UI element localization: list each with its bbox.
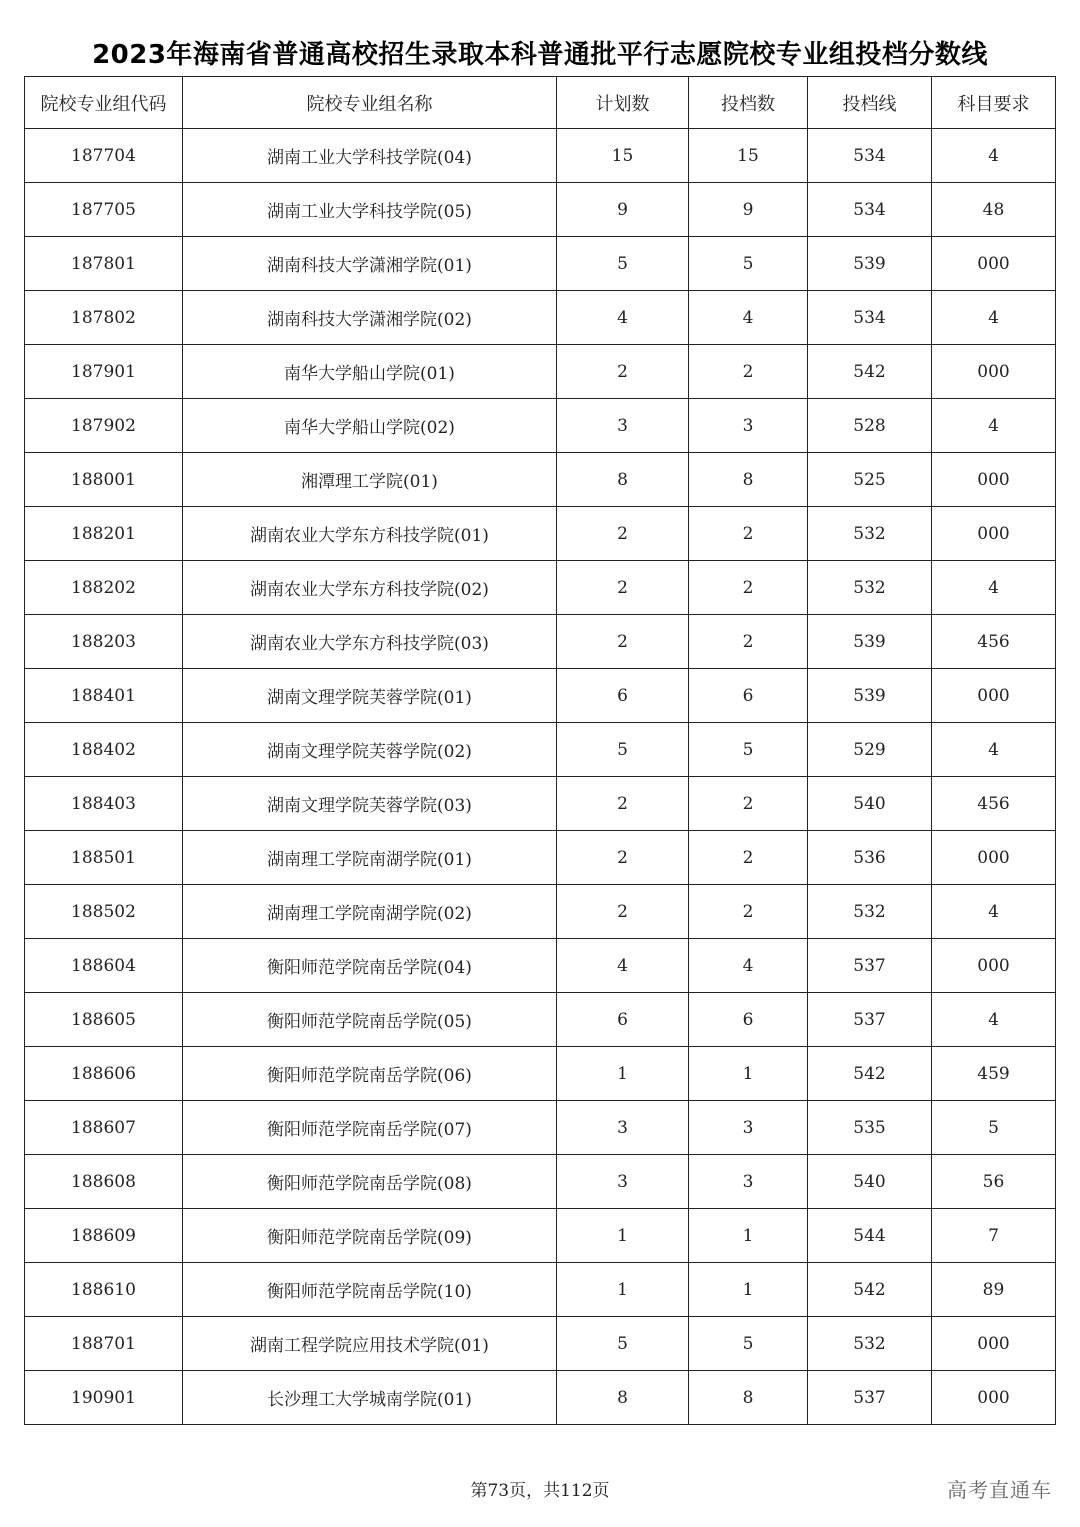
- cell-group-code: 188502: [25, 885, 183, 939]
- cell-filed-count: 3: [689, 399, 808, 453]
- table-row: [25, 291, 1056, 345]
- table-row: [25, 723, 1056, 777]
- cell-filed-count: 3: [689, 1101, 808, 1155]
- cell-cutoff-score: 539: [808, 615, 932, 669]
- cell-group-code: 188401: [25, 669, 183, 723]
- cell-subject-requirement: 4: [932, 291, 1056, 345]
- cell-cutoff-score: 529: [808, 723, 932, 777]
- cell-cutoff-score: 532: [808, 507, 932, 561]
- cell-cutoff-score: 542: [808, 1047, 932, 1101]
- table-row: [25, 507, 1056, 561]
- cell-plan-count: 1: [557, 1209, 689, 1263]
- table-row: [25, 1263, 1056, 1317]
- cell-plan-count: 6: [557, 669, 689, 723]
- cell-cutoff-score: 534: [808, 183, 932, 237]
- cell-filed-count: 9: [689, 183, 808, 237]
- cell-plan-count: 1: [557, 1047, 689, 1101]
- cell-subject-requirement: 56: [932, 1155, 1056, 1209]
- cell-filed-count: 2: [689, 615, 808, 669]
- cell-group-code: 188609: [25, 1209, 183, 1263]
- cell-plan-count: 2: [557, 885, 689, 939]
- cell-filed-count: 5: [689, 1317, 808, 1371]
- score-table: [24, 76, 1056, 1425]
- cell-cutoff-score: 544: [808, 1209, 932, 1263]
- table-row: [25, 1371, 1056, 1425]
- cell-group-name: 湖南科技大学潇湘学院(01): [183, 237, 557, 291]
- cell-group-name: 长沙理工大学城南学院(01): [183, 1371, 557, 1425]
- cell-cutoff-score: 534: [808, 129, 932, 183]
- cell-cutoff-score: 537: [808, 939, 932, 993]
- cell-plan-count: 2: [557, 507, 689, 561]
- cell-cutoff-score: 532: [808, 885, 932, 939]
- table-row: [25, 1209, 1056, 1263]
- cell-subject-requirement: 5: [932, 1101, 1056, 1155]
- cell-plan-count: 3: [557, 399, 689, 453]
- cell-group-code: 190901: [25, 1371, 183, 1425]
- cell-group-code: 188604: [25, 939, 183, 993]
- cell-filed-count: 5: [689, 723, 808, 777]
- cell-group-name: 湖南工业大学科技学院(04): [183, 129, 557, 183]
- cell-group-name: 南华大学船山学院(02): [183, 399, 557, 453]
- header-group-name: 院校专业组名称: [183, 77, 557, 129]
- cell-plan-count: 15: [557, 129, 689, 183]
- cell-group-code: 188606: [25, 1047, 183, 1101]
- cell-subject-requirement: 000: [932, 669, 1056, 723]
- cell-cutoff-score: 528: [808, 399, 932, 453]
- cell-subject-requirement: 000: [932, 1371, 1056, 1425]
- cell-subject-requirement: 000: [932, 345, 1056, 399]
- table-row: [25, 1155, 1056, 1209]
- table-row: [25, 1101, 1056, 1155]
- cell-filed-count: 8: [689, 1371, 808, 1425]
- cell-plan-count: 6: [557, 993, 689, 1047]
- cell-subject-requirement: 89: [932, 1263, 1056, 1317]
- cell-group-code: 188403: [25, 777, 183, 831]
- cell-subject-requirement: 000: [932, 1317, 1056, 1371]
- cell-group-code: 187704: [25, 129, 183, 183]
- page-number: 第73页，共112页: [470, 1481, 610, 1501]
- cell-cutoff-score: 542: [808, 1263, 932, 1317]
- cell-subject-requirement: 4: [932, 885, 1056, 939]
- cell-group-name: 衡阳师范学院南岳学院(08): [183, 1155, 557, 1209]
- cell-subject-requirement: 000: [932, 237, 1056, 291]
- cell-group-code: 188402: [25, 723, 183, 777]
- cell-cutoff-score: 540: [808, 1155, 932, 1209]
- cell-subject-requirement: 48: [932, 183, 1056, 237]
- cell-plan-count: 3: [557, 1101, 689, 1155]
- cell-cutoff-score: 540: [808, 777, 932, 831]
- cell-filed-count: 4: [689, 291, 808, 345]
- cell-group-name: 湖南文理学院芙蓉学院(01): [183, 669, 557, 723]
- cell-plan-count: 2: [557, 345, 689, 399]
- cell-subject-requirement: 000: [932, 831, 1056, 885]
- cell-group-code: 188501: [25, 831, 183, 885]
- cell-group-code: 188001: [25, 453, 183, 507]
- cell-subject-requirement: 000: [932, 507, 1056, 561]
- cell-filed-count: 1: [689, 1263, 808, 1317]
- cell-plan-count: 4: [557, 291, 689, 345]
- table-row: [25, 129, 1056, 183]
- cell-group-code: 188605: [25, 993, 183, 1047]
- cell-subject-requirement: 4: [932, 399, 1056, 453]
- cell-group-name: 衡阳师范学院南岳学院(06): [183, 1047, 557, 1101]
- cell-plan-count: 1: [557, 1263, 689, 1317]
- cell-group-code: 187802: [25, 291, 183, 345]
- cell-group-code: 187705: [25, 183, 183, 237]
- cell-filed-count: 2: [689, 345, 808, 399]
- cell-cutoff-score: 532: [808, 561, 932, 615]
- cell-filed-count: 2: [689, 777, 808, 831]
- cell-group-name: 衡阳师范学院南岳学院(10): [183, 1263, 557, 1317]
- cell-group-code: 187901: [25, 345, 183, 399]
- table-body: [25, 129, 1056, 1425]
- cell-plan-count: 9: [557, 183, 689, 237]
- cell-plan-count: 5: [557, 237, 689, 291]
- cell-plan-count: 2: [557, 615, 689, 669]
- table-row: [25, 345, 1056, 399]
- cell-group-code: 187902: [25, 399, 183, 453]
- cell-subject-requirement: 4: [932, 129, 1056, 183]
- cell-plan-count: 2: [557, 561, 689, 615]
- cell-cutoff-score: 539: [808, 237, 932, 291]
- cell-cutoff-score: 532: [808, 1317, 932, 1371]
- header-group-code: 院校专业组代码: [25, 77, 183, 129]
- cell-filed-count: 2: [689, 561, 808, 615]
- cell-filed-count: 4: [689, 939, 808, 993]
- cell-group-name: 湖南农业大学东方科技学院(02): [183, 561, 557, 615]
- cell-group-code: 188202: [25, 561, 183, 615]
- cell-group-name: 衡阳师范学院南岳学院(07): [183, 1101, 557, 1155]
- cell-group-name: 湖南工业大学科技学院(05): [183, 183, 557, 237]
- cell-filed-count: 2: [689, 507, 808, 561]
- cell-cutoff-score: 537: [808, 1371, 932, 1425]
- cell-cutoff-score: 534: [808, 291, 932, 345]
- cell-filed-count: 2: [689, 831, 808, 885]
- table-row: [25, 939, 1056, 993]
- cell-cutoff-score: 536: [808, 831, 932, 885]
- cell-group-name: 湖南农业大学东方科技学院(01): [183, 507, 557, 561]
- cell-group-code: 188610: [25, 1263, 183, 1317]
- table-header: [25, 77, 1056, 129]
- cell-plan-count: 3: [557, 1155, 689, 1209]
- cell-filed-count: 15: [689, 129, 808, 183]
- header-cutoff-score: 投档线: [808, 77, 932, 129]
- cell-filed-count: 6: [689, 993, 808, 1047]
- cell-group-name: 湖南科技大学潇湘学院(02): [183, 291, 557, 345]
- cell-filed-count: 8: [689, 453, 808, 507]
- cell-subject-requirement: 459: [932, 1047, 1056, 1101]
- cell-group-code: 188608: [25, 1155, 183, 1209]
- table-row: [25, 615, 1056, 669]
- cell-group-name: 湖南农业大学东方科技学院(03): [183, 615, 557, 669]
- cell-plan-count: 5: [557, 1317, 689, 1371]
- table-row: [25, 1047, 1056, 1101]
- cell-group-code: 187801: [25, 237, 183, 291]
- cell-subject-requirement: 456: [932, 615, 1056, 669]
- watermark: 高考直通车: [947, 1478, 1052, 1502]
- cell-plan-count: 8: [557, 1371, 689, 1425]
- cell-plan-count: 5: [557, 723, 689, 777]
- cell-group-name: 湖南文理学院芙蓉学院(02): [183, 723, 557, 777]
- cell-subject-requirement: 7: [932, 1209, 1056, 1263]
- cell-subject-requirement: 000: [932, 939, 1056, 993]
- cell-cutoff-score: 537: [808, 993, 932, 1047]
- header-row: [25, 77, 1056, 129]
- table-row: [25, 561, 1056, 615]
- cell-group-code: 188607: [25, 1101, 183, 1155]
- cell-plan-count: 2: [557, 831, 689, 885]
- table-row: [25, 453, 1056, 507]
- header-filed-count: 投档数: [689, 77, 808, 129]
- cell-cutoff-score: 525: [808, 453, 932, 507]
- header-subject-requirement: 科目要求: [932, 77, 1056, 129]
- table-row: [25, 399, 1056, 453]
- cell-group-code: 188701: [25, 1317, 183, 1371]
- table-row: [25, 183, 1056, 237]
- header-plan-count: 计划数: [557, 77, 689, 129]
- cell-group-name: 衡阳师范学院南岳学院(04): [183, 939, 557, 993]
- table-row: [25, 669, 1056, 723]
- cell-subject-requirement: 000: [932, 453, 1056, 507]
- cell-group-name: 湖南文理学院芙蓉学院(03): [183, 777, 557, 831]
- cell-group-name: 湖南理工学院南湖学院(02): [183, 885, 557, 939]
- table-row: [25, 993, 1056, 1047]
- cell-group-name: 南华大学船山学院(01): [183, 345, 557, 399]
- cell-plan-count: 4: [557, 939, 689, 993]
- cell-plan-count: 8: [557, 453, 689, 507]
- cell-subject-requirement: 4: [932, 561, 1056, 615]
- table-row: [25, 831, 1056, 885]
- table-row: [25, 1317, 1056, 1371]
- cell-group-name: 湖南工程学院应用技术学院(01): [183, 1317, 557, 1371]
- cell-filed-count: 1: [689, 1047, 808, 1101]
- cell-group-code: 188203: [25, 615, 183, 669]
- cell-filed-count: 6: [689, 669, 808, 723]
- cell-cutoff-score: 535: [808, 1101, 932, 1155]
- cell-group-code: 188201: [25, 507, 183, 561]
- cell-plan-count: 2: [557, 777, 689, 831]
- cell-cutoff-score: 539: [808, 669, 932, 723]
- table-row: [25, 237, 1056, 291]
- cell-subject-requirement: 4: [932, 993, 1056, 1047]
- table-row: [25, 777, 1056, 831]
- cell-subject-requirement: 4: [932, 723, 1056, 777]
- cell-group-name: 湘潭理工学院(01): [183, 453, 557, 507]
- document-title: 2023年海南省普通高校招生录取本科普通批平行志愿院校专业组投档分数线: [92, 40, 988, 70]
- cell-cutoff-score: 542: [808, 345, 932, 399]
- cell-filed-count: 2: [689, 885, 808, 939]
- cell-group-name: 衡阳师范学院南岳学院(09): [183, 1209, 557, 1263]
- table-row: [25, 885, 1056, 939]
- cell-filed-count: 1: [689, 1209, 808, 1263]
- cell-subject-requirement: 456: [932, 777, 1056, 831]
- cell-filed-count: 3: [689, 1155, 808, 1209]
- cell-group-name: 湖南理工学院南湖学院(01): [183, 831, 557, 885]
- cell-group-name: 衡阳师范学院南岳学院(05): [183, 993, 557, 1047]
- cell-filed-count: 5: [689, 237, 808, 291]
